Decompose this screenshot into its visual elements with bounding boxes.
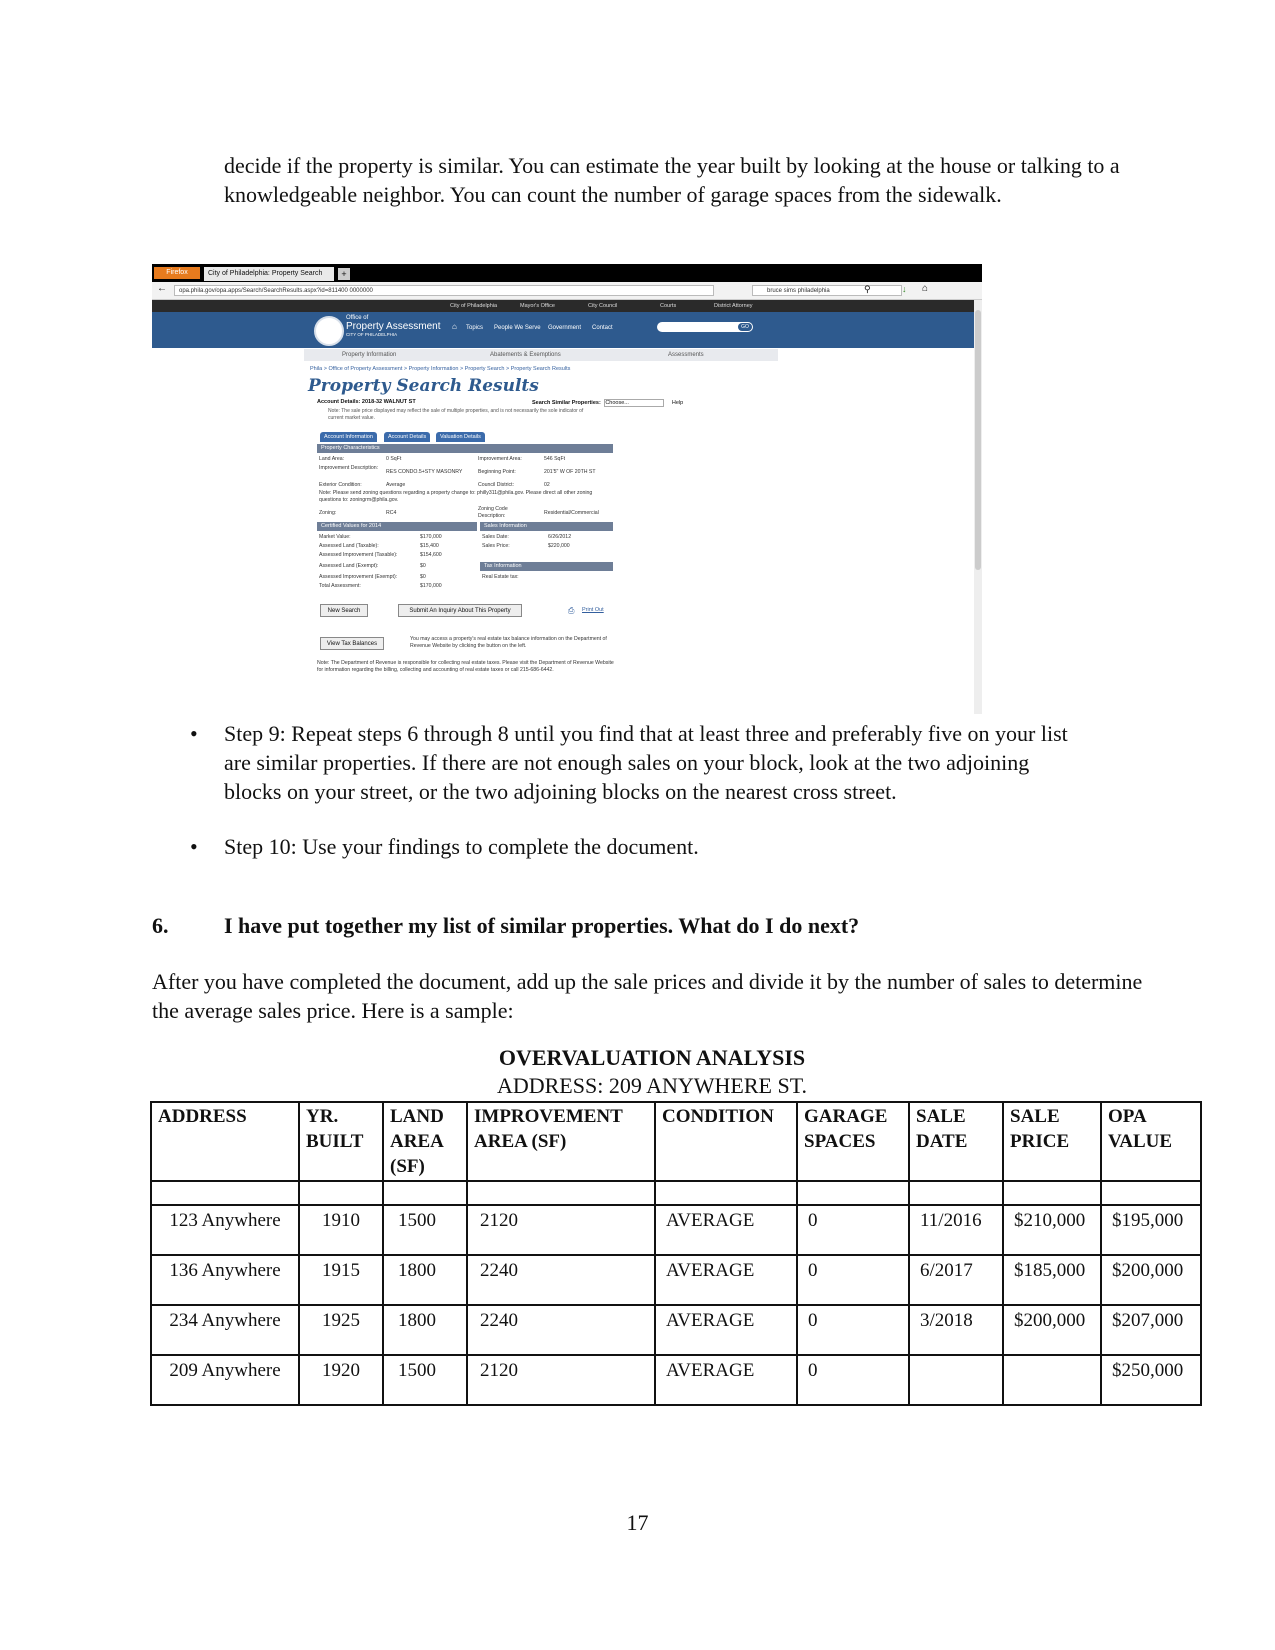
city-links-bar (152, 300, 982, 312)
table-title: OVERVALUATION ANALYSIS (498, 1045, 806, 1070)
back-arrow-icon[interactable]: ← (157, 283, 167, 294)
help-link[interactable]: Help (671, 400, 684, 406)
table-cell: 2120 (467, 1205, 655, 1255)
table-cell: $250,000 (1101, 1355, 1201, 1405)
table-cell: 0 (797, 1355, 909, 1405)
list-item: • Step 10: Use your findings to complete the document. (190, 832, 1090, 861)
col-header-opa-value: OPA VALUE (1101, 1102, 1201, 1181)
office-title (346, 315, 440, 337)
tab-valuation-details[interactable]: Valuation Details (436, 432, 485, 442)
zoning-note: Note: Please send zoning questions regarding a property change to: philly311@phila.gov. Please direct all other zoning questions to: zoningrm@phila.gov. (319, 490, 593, 503)
col-header-sale-price: SALE PRICE (1003, 1102, 1101, 1181)
table-cell: 1800 (383, 1255, 467, 1305)
intro-paragraph: decide if the property is similar. You can estimate the year built by looking at the house or talking to a knowledgeable neighbor. You can count the number of garage spaces from the sidewalk. (224, 153, 1120, 207)
field-label: Exterior Condition: (319, 482, 362, 488)
field-value: Average (386, 482, 406, 488)
office-of: Office of (346, 315, 369, 321)
sub-nav (304, 349, 778, 361)
field-label: Council District: (478, 482, 515, 488)
field-label: Assessed Land (Exempt): (319, 563, 379, 569)
field-label: Improvement Area: (478, 456, 522, 462)
new-tab-icon[interactable]: + (338, 268, 350, 280)
table-cell: 3/2018 (909, 1305, 1003, 1355)
col-header-sale-date: SALE DATE (909, 1102, 1003, 1181)
subnav-item[interactable]: Abatements & Exemptions (490, 352, 561, 358)
table-cell: 1925 (299, 1305, 383, 1355)
field-label: Beginning Point: (478, 469, 516, 475)
printer-icon[interactable]: ⎙ (568, 606, 575, 615)
field-label: Land Area: (319, 456, 345, 462)
sale-price-note: Note: The sale price displayed may reflect the sale of multiple properties, and is not necessarily the sole indicator of current market value. (328, 408, 584, 421)
table-cell (909, 1181, 1003, 1205)
field-label: Sales Date: (482, 534, 509, 540)
col-header-address: ADDRESS (151, 1102, 299, 1181)
table-row-empty (151, 1181, 1201, 1205)
city-seal-logo (314, 316, 344, 346)
table-cell (467, 1181, 655, 1205)
table-cell: 2240 (467, 1305, 655, 1355)
firefox-button[interactable]: Firefox (154, 267, 200, 279)
field-value: $0 (420, 563, 426, 569)
sales-info-header: Sales Information (480, 522, 613, 531)
field-label: Market Value: (319, 534, 351, 540)
table-cell: 2240 (467, 1255, 655, 1305)
table-cell: 123 Anywhere (151, 1205, 299, 1255)
tab-account-details[interactable]: Account Details (384, 432, 430, 442)
col-header-year-built: YR. BUILT (299, 1102, 383, 1181)
table-row (151, 1255, 1201, 1305)
similar-properties (532, 399, 683, 407)
table-cell: 1915 (299, 1255, 383, 1305)
nav-item[interactable]: Contact (592, 325, 613, 331)
col-header-garage-spaces: GARAGE SPACES (797, 1102, 909, 1181)
question-number: 6. (152, 913, 169, 938)
table-cell (1003, 1355, 1101, 1405)
nav-item[interactable]: Topics (466, 325, 484, 331)
table-cell: 1500 (383, 1205, 467, 1255)
field-value: $170,000 (420, 534, 442, 540)
table-cell: 1920 (299, 1355, 383, 1405)
field-value: 6/26/2012 (548, 534, 572, 540)
search-icon[interactable]: ⚲ (864, 284, 871, 294)
table-cell (151, 1181, 299, 1205)
steps-list (190, 719, 1090, 887)
office-sub: CITY OF PHILADELPHIA (346, 332, 398, 337)
field-label: Assessed Improvement (Taxable): (319, 552, 398, 558)
field-label: Total Assessment: (319, 583, 361, 589)
question-text: I have put together my list of similar properties. What do I do next? (224, 913, 860, 938)
field-value: $154,600 (420, 552, 442, 558)
field-value: $15,400 (420, 543, 439, 549)
field-label: Assessed Improvement (Exempt): (319, 574, 398, 580)
table-cell (383, 1181, 467, 1205)
list-item: • Step 9: Repeat steps 6 through 8 until you find that at least three and preferably five on your list are similar properties. If there are not enough sales on your block, look at the two adjoining blocks on your street, or the two adjoining blocks on the nearest cross street. (190, 719, 1090, 806)
table-cell: AVERAGE (655, 1305, 797, 1355)
field-value: 02 (544, 482, 550, 488)
table-cell: 0 (797, 1205, 909, 1255)
field-value: 201'5" W OF 20TH ST (544, 469, 596, 475)
download-icon[interactable]: ↓ (902, 284, 907, 294)
table-cell: 1800 (383, 1305, 467, 1355)
similar-select[interactable]: Choose... (604, 399, 664, 407)
table-cell: $207,000 (1101, 1305, 1201, 1355)
characteristics-header: Property Characteristics (317, 444, 613, 453)
page-number: 17 (626, 1510, 649, 1535)
account-details: Account Details: 2018-32 WALNUT ST (317, 399, 416, 405)
table-cell (1003, 1181, 1101, 1205)
table-cell: AVERAGE (655, 1205, 797, 1255)
similar-label: Search Similar Properties: (532, 400, 601, 406)
table-cell (797, 1181, 909, 1205)
scrollbar-thumb[interactable] (975, 310, 981, 570)
field-label: Zoning Code Description: (478, 506, 508, 519)
table-cell (909, 1355, 1003, 1405)
table-cell: 1500 (383, 1355, 467, 1405)
field-label: Sales Price: (482, 543, 510, 549)
field-label: Zoning: (319, 510, 337, 516)
table-cell: AVERAGE (655, 1355, 797, 1405)
subnav-item[interactable]: Property Information (342, 352, 397, 358)
table-row (151, 1305, 1201, 1355)
field-value: 0 SqFt (386, 456, 402, 462)
city-link[interactable]: Courts (660, 303, 677, 309)
col-header-land-area: LAND AREA (SF) (383, 1102, 467, 1181)
url-field[interactable]: opa.phila.gov/opa.apps/Search/SearchResults.aspx?id=811400 0000000 (174, 285, 714, 296)
instruction-paragraph: After you have completed the document, add up the sale prices and divide it by the number of sales to determine the average sales price. Here is a sample: (152, 969, 1143, 1023)
go-button[interactable]: GO (738, 323, 752, 331)
city-link[interactable]: City Council (588, 303, 618, 309)
nav-item[interactable]: People We Serve (494, 325, 541, 331)
tax-info-header: Tax Information (480, 562, 613, 571)
table-cell: 0 (797, 1305, 909, 1355)
certified-values-header: Certified Values for 2014 (317, 522, 477, 531)
nav-item[interactable]: Government (548, 325, 582, 331)
office-name: Property Assessment (346, 321, 441, 332)
table-cell: 209 Anywhere (151, 1355, 299, 1405)
field-value: $170,000 (420, 583, 442, 589)
city-link[interactable]: City of Philadelphia (450, 303, 498, 309)
revenue-note: Note: The Department of Revenue is responsible for collecting real estate taxes. Please visit the Department of Revenue Website for information regarding the billing, collecting and accounting of real estate taxes or call 215-686-6442. (317, 660, 614, 673)
field-value: RES CONDO.5+STY MASONRY (386, 469, 463, 475)
table-cell: $185,000 (1003, 1255, 1101, 1305)
field-value: Residential/Commercial (544, 510, 599, 516)
table-cell (299, 1181, 383, 1205)
overvaluation-table (150, 1101, 1202, 1406)
field-label: Real Estate tax: (482, 574, 519, 580)
col-header-improvement-area: IMPROVEMENT AREA (SF) (467, 1102, 655, 1181)
field-label: Assessed Land (Taxable): (319, 543, 379, 549)
table-cell: 2120 (467, 1355, 655, 1405)
home-icon[interactable]: ⌂ (922, 283, 929, 294)
field-value: $0 (420, 574, 426, 580)
table-address: ADDRESS: 209 ANYWHERE ST. (496, 1073, 808, 1098)
new-search-button[interactable]: New Search (320, 604, 368, 617)
field-value: $220,000 (548, 543, 570, 549)
page-title: Property Search Results (308, 376, 539, 396)
browser-url-bar (152, 282, 982, 300)
browser-search-field[interactable]: bruce sims philadelphia (752, 285, 902, 296)
table-cell: $200,000 (1101, 1255, 1201, 1305)
table-row (151, 1205, 1201, 1255)
table-cell (1101, 1181, 1201, 1205)
col-header-condition: CONDITION (655, 1102, 797, 1181)
table-cell: $195,000 (1101, 1205, 1201, 1255)
field-label: Improvement Description: (319, 465, 379, 471)
print-out-link[interactable]: Print Out (582, 607, 604, 613)
table-cell: $200,000 (1003, 1305, 1101, 1355)
submit-inquiry-button[interactable]: Submit An Inquiry About This Property (398, 604, 522, 617)
table-cell: 1910 (299, 1205, 383, 1255)
table-row (151, 1355, 1201, 1405)
property-search-screenshot (152, 264, 982, 714)
home-icon[interactable]: ⌂ (452, 322, 457, 331)
breadcrumb[interactable]: Phila > Office of Property Assessment > Property Information > Property Search > Property Search Results (310, 366, 571, 372)
table-cell: 6/2017 (909, 1255, 1003, 1305)
table-cell: AVERAGE (655, 1255, 797, 1305)
table-cell: 11/2016 (909, 1205, 1003, 1255)
table-cell: 136 Anywhere (151, 1255, 299, 1305)
table-cell: 0 (797, 1255, 909, 1305)
tax-access-note: You may access a property's real estate tax balance information on the Department of Revenue Website by clicking the button on the left. (410, 636, 607, 649)
city-link[interactable]: District Attorney (714, 303, 753, 309)
city-link[interactable]: Mayor's Office (520, 303, 555, 309)
field-value: 546 SqFt (544, 456, 566, 462)
field-value: RC4 (386, 510, 397, 516)
subnav-item[interactable]: Assessments (668, 352, 704, 358)
view-tax-balances-button[interactable]: View Tax Balances (320, 637, 384, 650)
tab-account-information[interactable]: Account Information (320, 432, 377, 442)
table-cell: 234 Anywhere (151, 1305, 299, 1355)
table-cell: $210,000 (1003, 1205, 1101, 1255)
table-cell (655, 1181, 797, 1205)
browser-tab[interactable]: City of Philadelphia: Property Search (204, 267, 334, 281)
